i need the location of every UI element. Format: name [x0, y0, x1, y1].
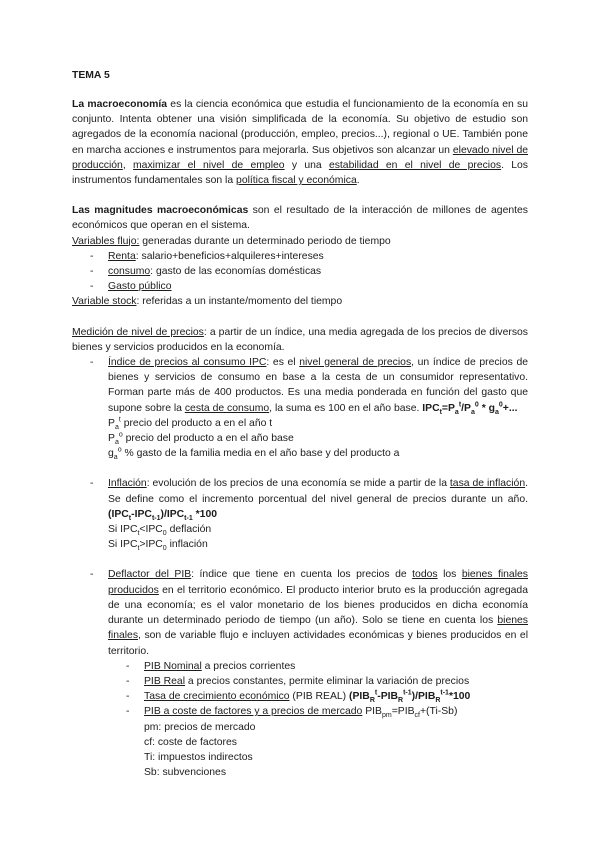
term-macroeconomia: La macroeconomía: [72, 99, 168, 110]
tasa-formula: $(PIB_R^t-PIB_R^{t-1})/PIB_R^{t-1}*100$: [349, 689, 471, 705]
medicion-paragraph: Medición de nivel de precios: a partir de un índice, una media agregada de los precios de diversos bienes y servicios producidos en la economía.: [72, 326, 528, 353]
deflactor-item: - Deflactor del PIB: índice que tiene en cuenta los precios de todos los bienes finales producidos en el territorio económico. El producto interior bruto es la producción agregada de una economía; es el valor monetario de los bienes producidos en dicha economía durante un determinado periodo de tiempo (un año). Solo se tiene en cuenta los bienes finales, son de variable flujo e incluyen actividades económicas y bienes producidos en el territorio.: [72, 567, 528, 658]
flujo-list: [72, 249, 528, 295]
magnitudes-paragraph: Las magnitudes macroeconómicas son el resultado de la interacción de millones de agentes económicos que operan en el sistema.: [72, 205, 528, 232]
inflacion-item: - Inflación: evolución de los precios de una economía se mide a partir de la tasa de inflación. Se define como el incremento porcentual del nivel general de precios durante un año. $(IPC_t-IPC_{t-1})/IPC_{t-1}$ *100 Si $IPC_t<IPC_0$ deflación Si $IPC_t>IPC_0$ inflación: [72, 476, 528, 552]
ipc-def-2: $P_a^o$ precio del producto a en el año base: [108, 431, 294, 447]
ipc-def-1: $P_a^t$ precio del producto a en el año t: [108, 416, 273, 431]
ipc-item: - Índice de precios al consumo IPC: es el nivel general de precios, un índice de precios de bienes y servicios de consumo en base a la cesta de un consumidor representativo. Forman parte más de 400 productos. Es una media ponderada en función del gasto que supone sobre la cesta de consumo, la suma es 100 en el año base. $IPC_t=P_a^t/P_a^0 * g_a^0+$... $P_a^t$ precio del producto a en el año t $P_a^o$ precio del producto a en el año base $g_a^o$ % gasto de la familia media en el año base y del producto a: [72, 355, 528, 461]
si-deflacion: Si $IPC_t<IPC_0$ deflación: [108, 524, 212, 538]
list-item: - PIB a coste de factores y a precios de mercado $PIB_{pm}=PIB_{cf}+(Ti-Sb)$: [72, 704, 528, 719]
list-item: - consumo: gasto de las economías domésticas: [72, 264, 528, 279]
medicion-list: [72, 355, 528, 461]
term-magnitudes: Las magnitudes macroeconómicas: [72, 205, 249, 217]
variables-flujo: Variables flujo: generadas durante un determinado periodo de tiempo: [72, 235, 391, 247]
inflacion-list: [72, 476, 528, 552]
deflactor-sublist: [72, 659, 528, 720]
list-item: - PIB Nominal a precios corrientes: [72, 659, 528, 674]
deflactor-list: [72, 567, 528, 658]
intro-paragraph: La macroeconomía es la ciencia económica que estudia el funcionamiento de la economía en su conjunto. Intenta obtener una visión simplificada de la economía. Su objetivo de estudio son agregados de la economía nacional (producción, empleo, precios...), regional o UE. También pone en marcha acciones e instrumentos para mejorarla. Sus objetivos son alcanzar un elevado nivel de producción, maximizar el nivel de empleo y una estabilidad en el nivel de precios. Los instrumentos fundamentales son la política fiscal y económica.: [72, 99, 528, 187]
variable-stock: Variable stock: referidas a un instante/momento del tiempo: [72, 296, 343, 308]
list-item: - Renta: salario+beneficios+alquileres+intereses: [72, 249, 528, 264]
ipc-def-3: $g_a^o$ % gasto de la familia media en el año base y del producto a: [108, 446, 400, 462]
inflacion-formula: $(IPC_t-IPC_{t-1})/IPC_{t-1}$ *100: [108, 508, 218, 522]
list-item: - Tasa de crecimiento económico (PIB REAL) $(PIB_R^t-PIB_R^{t-1})/PIB_R^{t-1}*100$: [72, 689, 528, 704]
ipc-formula: $IPC_t=P_a^t/P_a^0 * g_a^0+$...: [422, 401, 518, 416]
list-item: - Gasto público: [72, 279, 528, 294]
si-inflacion: Si $IPC_t>IPC_0$ inflación: [108, 539, 208, 553]
definitions: pm: precios de mercado cf: coste de factores Ti: impuestos indirectos Sb: subvenciones: [144, 721, 256, 779]
document-page: [72, 70, 528, 780]
page-title: TEMA 5: [72, 70, 110, 81]
list-item: - PIB Real a precios constantes, permite eliminar la variación de precios: [72, 674, 528, 689]
